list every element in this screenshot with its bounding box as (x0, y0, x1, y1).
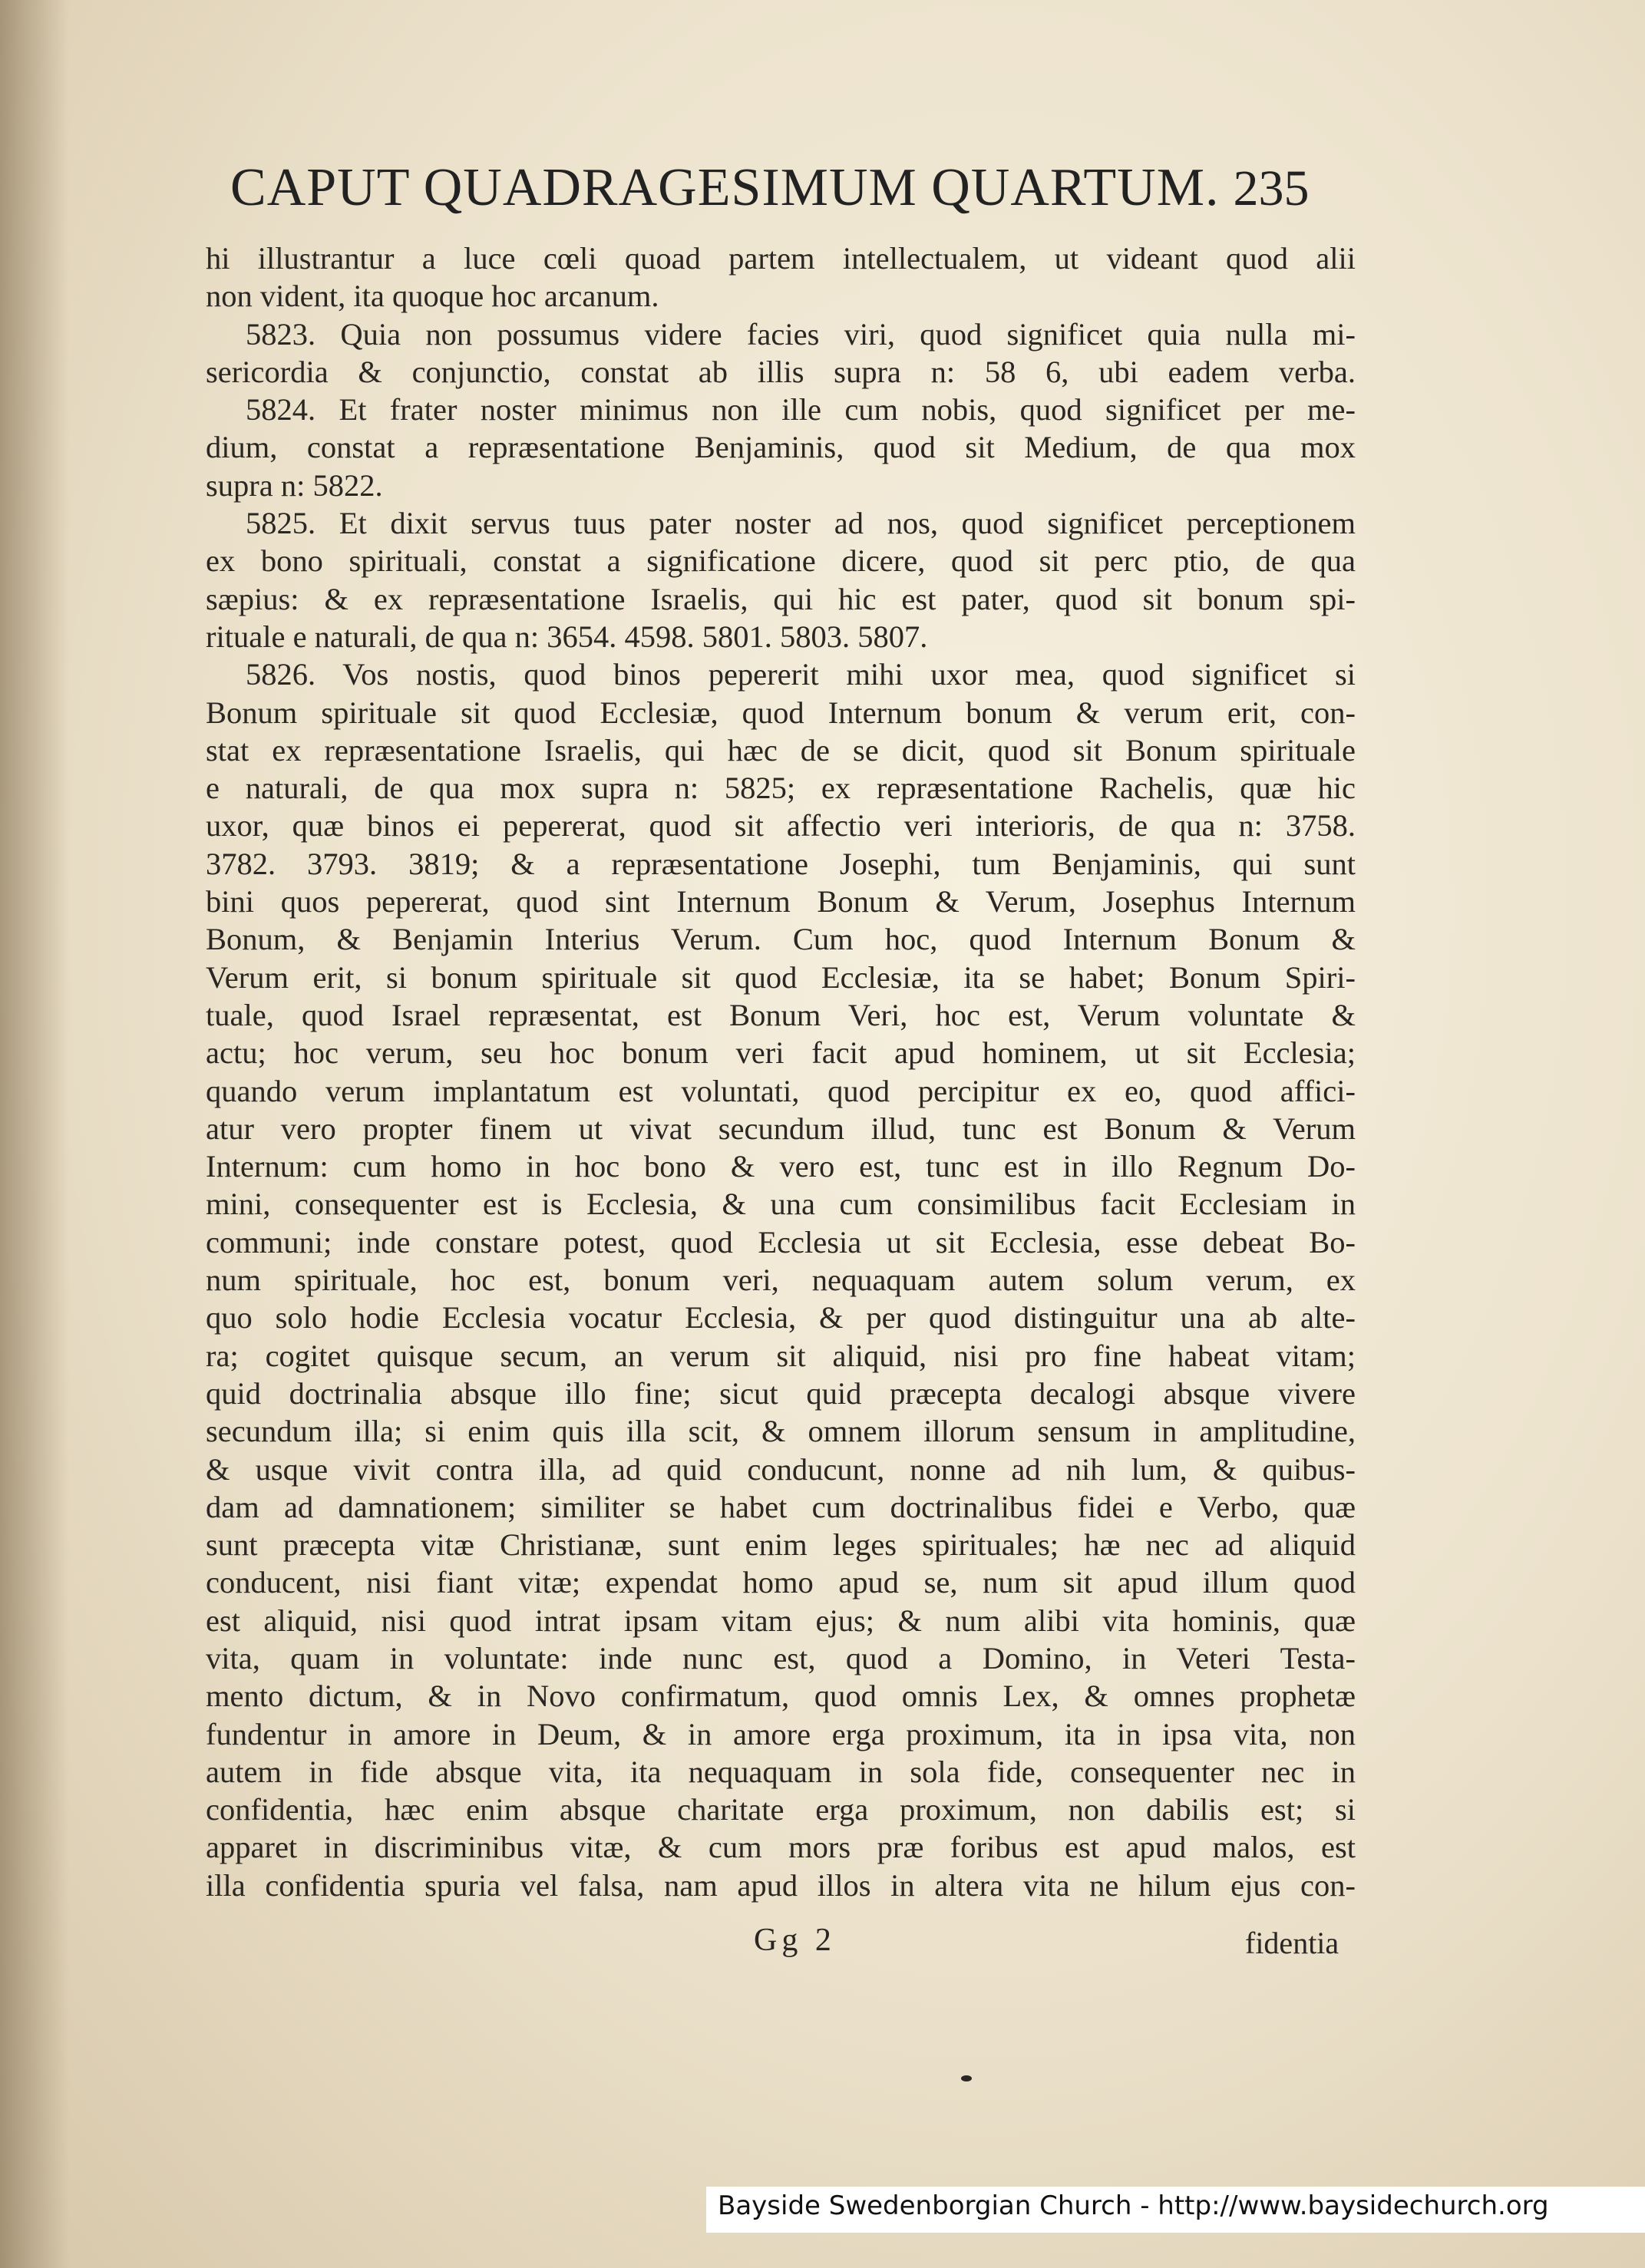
text-line: 5823. Quia non possumus videre facies viri, quod significet quia nulla mi- (246, 316, 1356, 352)
text-line: Bonum spirituale sit quod Ecclesiæ, quod Internum bonum & verum erit, con- (206, 695, 1356, 730)
text-line: est aliquid, nisi quod intrat ipsam vitam ejus; & num alibi vita hominis, quæ (206, 1603, 1356, 1638)
watermark-link[interactable]: Bayside Swedenborgian Church - http://www.baysidechurch.org (718, 2190, 1549, 2221)
text-line: Verum erit, si bonum spirituale sit quod Ecclesiæ, ita se habet; Bonum Spiri- (206, 959, 1356, 995)
text-line: num spirituale, hoc est, bonum veri, nequaquam autem solum verum, ex (206, 1263, 1356, 1298)
text-line: sericordia & conjunctio, constat ab illis supra n: 58 6, ubi eadem verba. (206, 354, 1356, 389)
text-line: supra n: 5822. (206, 467, 383, 503)
text-line: ex bono spirituali, constat a significatione dicere, quod sit perc ptio, de qua (206, 543, 1356, 579)
body-text (206, 239, 1356, 1904)
text-line: e naturali, de qua mox supra n: 5825; ex repræsentatione Rachelis, quæ hic (206, 771, 1356, 806)
text-line: fundentur in amore in Deum, & in amore erga proximum, ita in ipsa vita, non (206, 1716, 1356, 1751)
text-line: 5824. Et frater noster minimus non ille cum nobis, quod significet per me- (246, 392, 1356, 428)
text-line: mento dictum, & in Novo confirmatum, quod omnis Lex, & omnes prophetæ (206, 1679, 1356, 1714)
text-line: rituale e naturali, de qua n: 3654. 4598. 5801. 5803. 5807. (206, 619, 928, 654)
text-line: 5826. Vos nostis, quod binos pepererit mihi uxor mea, quod significet si (246, 657, 1356, 692)
text-line: sunt præcepta vitæ Christianæ, sunt enim leges spirituales; hæ nec ad aliquid (206, 1527, 1356, 1563)
text-line: mini, consequenter est is Ecclesia, & una cum consimilibus facit Ecclesiam in (206, 1187, 1356, 1222)
text-line: apparet in discriminibus vitæ, & cum mors præ foribus est apud malos, est (206, 1830, 1356, 1865)
text-line: sæpius: & ex repræsentatione Israelis, qui hic est pater, quod sit bonum spi- (206, 581, 1356, 616)
text-line: non vident, ita quoque hoc arcanum. (206, 279, 659, 314)
running-title: CAPUT QUADRAGESIMUM QUARTUM. (230, 158, 1220, 217)
text-line: actu; hoc verum, seu hoc bonum veri facit apud hominem, ut sit Ecclesia; (206, 1035, 1356, 1071)
text-line: atur vero propter finem ut vivat secundum illud, tunc est Bonum & Verum (206, 1111, 1356, 1146)
text-line: vita, quam in voluntate: inde nunc est, quod a Domino, in Veteri Testa- (206, 1640, 1356, 1675)
text-line: illa confidentia spuria vel falsa, nam apud illos in altera vita ne hilum ejus con- (206, 1867, 1356, 1903)
text-line: confidentia, hæc enim absque charitate erga proximum, non dabilis est; si (206, 1792, 1356, 1827)
text-line: & usque vivit contra illa, ad quid conducunt, nonne ad nih lum, & quibus- (206, 1451, 1356, 1487)
text-line: Internum: cum homo in hoc bono & vero est, tunc est in illo Regnum Do- (206, 1149, 1356, 1184)
text-line: Bonum, & Benjamin Interius Verum. Cum hoc, quod Internum Bonum & (206, 922, 1356, 957)
text-line: stat ex repræsentatione Israelis, qui hæc de se dicit, quod sit Bonum spirituale (206, 732, 1356, 768)
text-line: bini quos pepererat, quod sint Internum Bonum & Verum, Josephus Internum (206, 884, 1356, 919)
text-line: quando verum implantatum est voluntati, quod percipitur ex eo, quod affici- (206, 1073, 1356, 1108)
text-line: 5825. Et dixit servus tuus pater noster ad nos, quod significet perceptionem (246, 506, 1356, 541)
text-line: autem in fide absque vita, ita nequaquam in sola fide, consequenter nec in (206, 1754, 1356, 1789)
text-line: dam ad damnationem; similiter se habet cum doctrinalibus fidei e Verbo, quæ (206, 1489, 1356, 1524)
text-line: quid doctrinalia absque illo fine; sicut quid præcepta decalogi absque vivere (206, 1375, 1356, 1411)
catchword: fidentia (1245, 1926, 1339, 1960)
text-line: 3782. 3793. 3819; & a repræsentatione Josephi, tum Benjaminis, qui sunt (206, 846, 1356, 881)
signature-mark: Gg 2 (754, 1923, 836, 1958)
text-line: conducent, nisi fiant vitæ; expendat homo apud se, num sit apud illum quod (206, 1565, 1356, 1600)
text-line: tuale, quod Israel repræsentat, est Bonum Veri, hoc est, Verum voluntate & (206, 997, 1356, 1032)
text-line: ra; cogitet quisque secum, an verum sit aliquid, nisi pro fine habeat vitam; (206, 1338, 1356, 1373)
text-line: quo solo hodie Ecclesia vocatur Ecclesia, & per quod distinguitur una ab alte- (206, 1300, 1356, 1335)
text-line: hi illustrantur a luce cœli quoad partem intellectualem, ut videant quod alii (206, 241, 1356, 276)
page-header (230, 157, 1359, 234)
text-line: dium, constat a repræsentatione Benjaminis, quod sit Medium, de qua mox (206, 430, 1356, 465)
binding-shadow (0, 0, 69, 2268)
text-line: communi; inde constare potest, quod Ecclesia ut sit Ecclesia, esse debeat Bo- (206, 1224, 1356, 1259)
text-line: uxor, quæ binos ei pepererat, quod sit affectio veri interioris, de qua n: 3758. (206, 808, 1356, 843)
page-number: 235 (1233, 160, 1310, 216)
text-line: secundum illa; si enim quis illa scit, & omnem illorum sensum in amplitudine, (206, 1414, 1356, 1449)
ornament-mark (961, 2075, 972, 2081)
